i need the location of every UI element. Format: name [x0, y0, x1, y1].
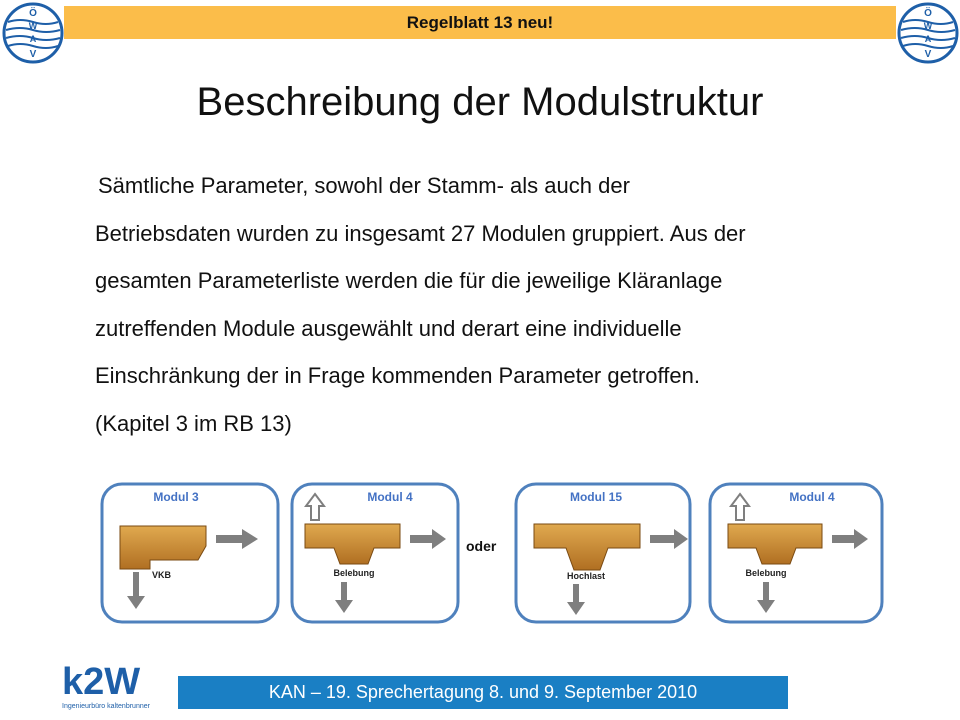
body-line: zutreffenden Module ausgewählt und derart eine individuelle [95, 315, 682, 341]
body-line: gesamten Parameterliste werden die für die jeweilige Kläranlage [95, 268, 723, 293]
module-label: Modul 4 [367, 490, 413, 504]
page-title: Beschreibung der Modulstruktur [196, 80, 764, 124]
svg-text:W: W [28, 21, 38, 31]
svg-text:V: V [924, 49, 932, 60]
body-line: Sämtliche Parameter, sowohl der Stamm- als auch der [98, 173, 630, 198]
footer-bar [178, 676, 788, 709]
svg-text:V: V [29, 49, 37, 60]
svg-text:A: A [924, 34, 932, 44]
svg-text:Ö: Ö [29, 8, 37, 19]
separator-label: oder [466, 538, 497, 554]
k2w-logo-subtext: Ingenieurbüro kaltenbrunner [62, 703, 150, 710]
body-paragraph [95, 162, 915, 447]
module-caption: Belebung [333, 568, 375, 578]
body-line: Einschränkung der in Frage kommenden Parameter getroffen. [95, 363, 700, 388]
body-line: Betriebsdaten wurden zu insgesamt 27 Modulen gruppiert. Aus der [95, 220, 746, 246]
module-card-4b [710, 484, 882, 622]
module-card-15 [516, 484, 690, 622]
header-title: Regelblatt 13 neu! [406, 13, 554, 32]
module-caption: Hochlast [566, 571, 606, 581]
k2w-logo [60, 658, 172, 716]
module-caption: VKB [152, 570, 172, 580]
svg-text:Ö: Ö [924, 8, 932, 19]
body-line: (Kapitel 3 im RB 13) [95, 410, 292, 436]
owav-logo-right [897, 2, 959, 64]
footer-text: KAN – 19. Sprechertagung 8. und 9. September 2010 [268, 682, 698, 702]
svg-text:A: A [29, 34, 37, 44]
module-card-3 [102, 484, 278, 622]
module-card-4 [292, 484, 458, 622]
module-label: Modul 15 [569, 490, 623, 504]
module-label: Modul 3 [153, 490, 199, 504]
module-label: Modul 4 [789, 490, 835, 504]
owav-logo-left [2, 2, 64, 64]
k2w-logo-text: k2W [62, 661, 141, 703]
svg-text:W: W [923, 21, 933, 31]
module-caption: Belebung [745, 568, 787, 578]
header-bar [64, 6, 896, 39]
